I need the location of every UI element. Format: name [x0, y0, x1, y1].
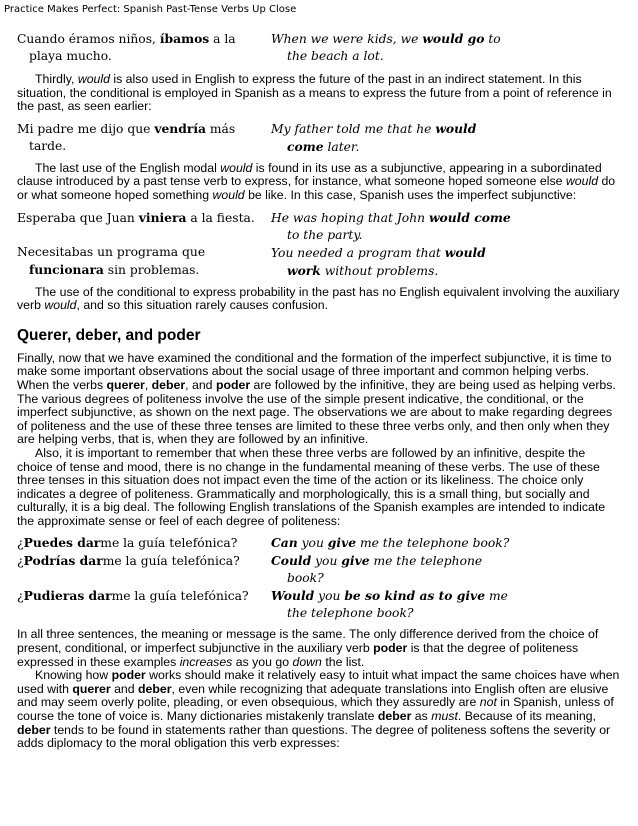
- example-row: [17, 120, 623, 156]
- example-row: [17, 534, 623, 552]
- paragraph: The last use of the English modal would is found in its use as a subjunctive, appearing in a subordinated clause introduced by a past tense verb to express, for instance, what someone hoped someone else would do or what someone hoped something would be like. In this case, Spanish uses the imperfect subjunctive:: [17, 160, 616, 202]
- english-translation: Can you give me the telephone book?: [271, 535, 510, 551]
- paragraph: Thirdly, would is also used in English to express the future of the past in an indirect statement. In this situation, the conditional is employed in Spanish as a means to express the future from a point of reference in the past, as seen earlier:: [17, 72, 612, 114]
- page-body: [17, 30, 623, 751]
- example-row: [17, 244, 623, 280]
- spanish-example: Necesitabas un programa que funcionara sin problemas.: [17, 244, 206, 277]
- example-block: [17, 534, 623, 622]
- spanish-example: ¿Podrías darme la guía telefónica?: [17, 553, 240, 569]
- paragraph: The use of the conditional to express probability in the past has no English equivalent involving the auxiliary verb would, and so this situation rarely causes confusion.: [17, 284, 620, 313]
- spanish-example: Cuando éramos niños, íbamos a la playa mucho.: [17, 31, 236, 63]
- english-translation: When we were kids, we would go to the beach a lot.: [271, 31, 501, 63]
- example-row: [17, 587, 623, 622]
- paragraph: Finally, now that we have examined the conditional and the formation of the imperfect subjunctive, it is time to make some important observations about the social usage of three important and common helping verbs. When the verbs querer, deber, and poder are followed by the infinitive, they are being used as helping verbs. The various degrees of politeness involve the use of the simple present indicative, the conditional, or the imperfect subjunctive, as shown on the next page. The observations we are about to make regarding degrees of politeness and the use of these three tenses are limited to these three verbs only, and then only when they are helping verbs, that is, when they are followed by an infinitive.: [17, 350, 616, 447]
- example-row: [17, 209, 623, 244]
- english-translation: Could you give me the telephone book?: [271, 553, 483, 586]
- spanish-example: Mi padre me dijo que vendría más tarde.: [17, 120, 236, 153]
- example-row: [17, 30, 623, 65]
- running-head: Practice Makes Perfect: Spanish Past-Tense Verbs Up Close: [4, 4, 297, 15]
- example-block: [17, 209, 623, 280]
- spanish-example: Esperaba que Juan viniera a la fiesta.: [17, 209, 255, 225]
- paragraph: Also, it is important to remember that when these three verbs are followed by an infinitive, despite the choice of tense and mood, there is no change in the fundamental meaning of these verbs. The use of these three tenses in this situation does not impact even the time of the action or its likeliness. The choice only indicates a degree of politeness. Grammatically and morphologically, this is a small thing, but socially and culturally, it is a big deal. The following English translations of the Spanish examples are intended to indicate the approximate sense or feel of each degree of politeness:: [17, 445, 606, 528]
- english-translation: My father told me that he would come later.: [271, 120, 477, 154]
- english-translation: He was hoping that John would come to the party.: [271, 209, 511, 242]
- english-translation: Would you be so kind as to give me the telephone book?: [271, 588, 508, 621]
- paragraph: In all three sentences, the meaning or message is the same. The only difference derived from the choice of present, conditional, or imperfect subjunctive in the auxiliary verb poder is that the degree of politeness expressed in these examples increases as you go down the list.: [17, 627, 599, 669]
- spanish-example: ¿Pudieras darme la guía telefónica?: [17, 588, 249, 604]
- english-translation: You needed a program that would work without problems.: [271, 244, 486, 278]
- example-row: [17, 552, 623, 587]
- paragraph: Knowing how poder works should make it relatively easy to intuit what impact the same choices have when used with querer and deber, even while recognizing that adequate translations into English often are elusive and may seem overly polite, pleading, or even obsequious, which they assuredly are not in Spanish, unless of course the tone of voice is. Many dictionaries mistakenly translate deber as must. Because of its meaning, deber tends to be found in statements rather than questions. The degree of politeness softens the severity or adds diplomacy to the moral obligation this verb expresses:: [17, 668, 620, 751]
- section-heading: Querer, deber, and poder: [17, 326, 201, 344]
- spanish-example: ¿Puedes darme la guía telefónica?: [17, 535, 238, 551]
